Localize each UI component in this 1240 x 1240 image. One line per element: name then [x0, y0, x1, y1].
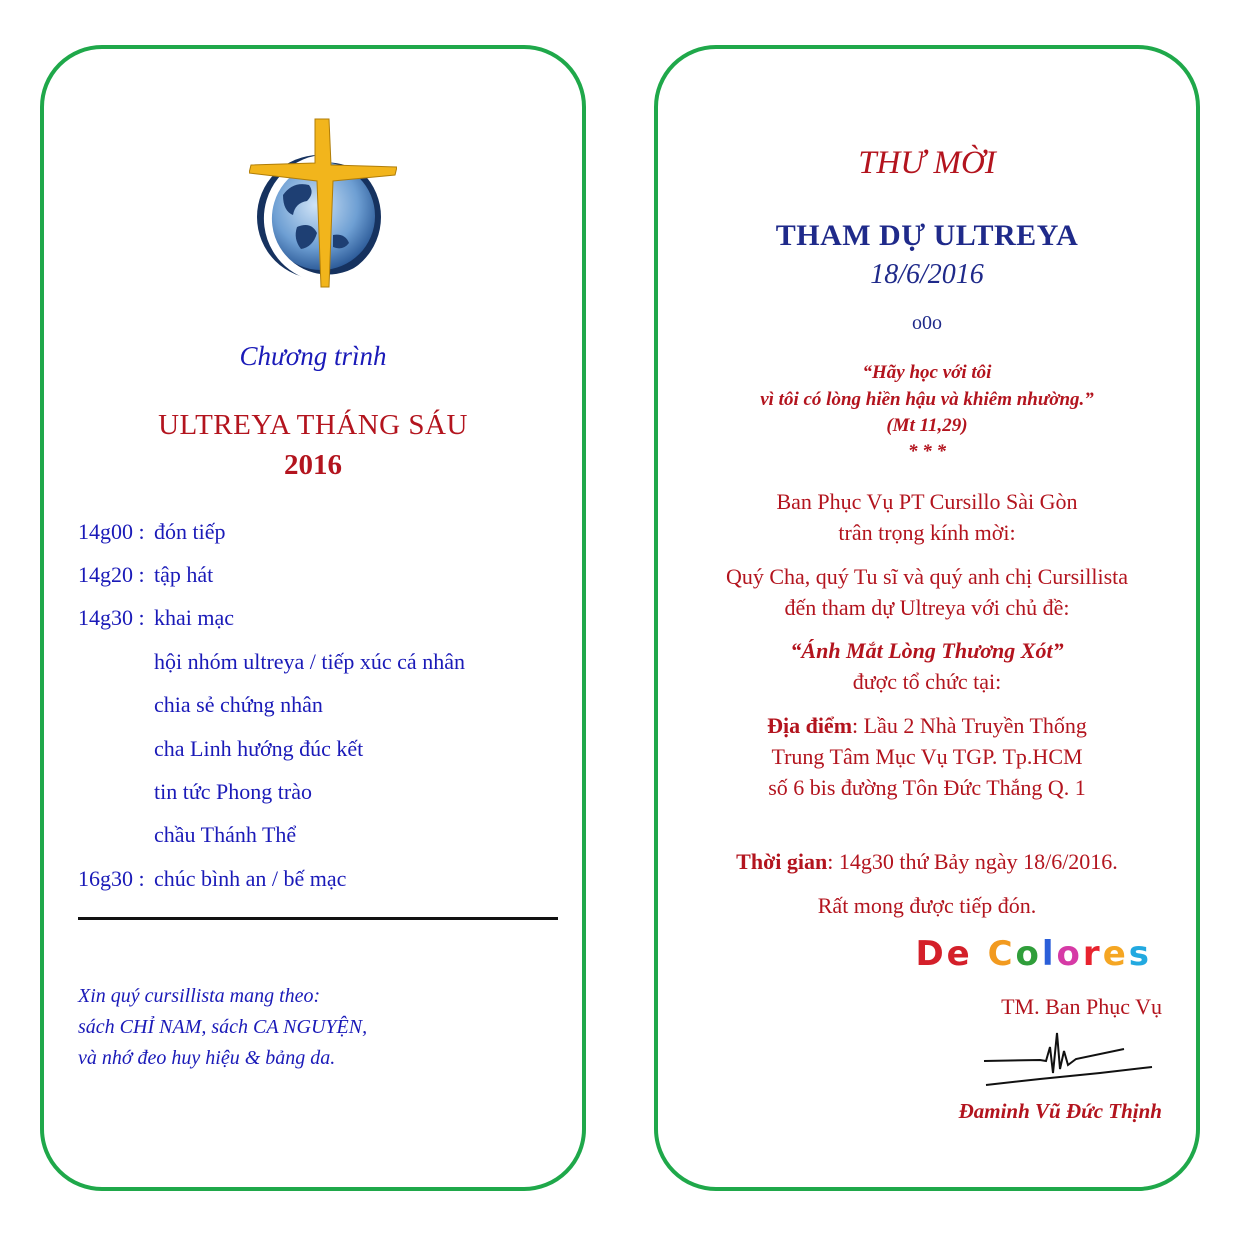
event-theme: “Ánh Mắt Lòng Thương Xót” [790, 638, 1064, 663]
de-colores-letter: o [1056, 934, 1083, 974]
program-card [40, 45, 586, 1191]
schedule-item [78, 519, 226, 545]
note-line: sách CHỈ NAM, sách CA NGUYỆN, [78, 1016, 368, 1038]
host-line: trân trọng kính mời: [838, 520, 1016, 545]
schedule-activity: đón tiếp [154, 519, 226, 544]
schedule-item [78, 736, 363, 762]
schedule-time: 16g30 : [78, 866, 145, 891]
program-year: 2016 [284, 449, 342, 481]
schedule-activity: tin tức Phong trào [154, 779, 312, 804]
location-line: Trung Tâm Mục Vụ TGP. Tp.HCM [771, 744, 1083, 769]
handwritten-signature [980, 1027, 1156, 1089]
location-label: Địa điểm [767, 713, 853, 738]
invitation-title: THƯ MỜI [858, 145, 996, 181]
de-colores-letter: C [987, 934, 1016, 974]
schedule-item [78, 822, 296, 848]
schedule-item [78, 692, 323, 718]
event-date: 18/6/2016 [870, 259, 984, 290]
guest-line: đến tham dự Ultreya với chủ đề: [784, 595, 1070, 620]
schedule-item [78, 562, 213, 588]
de-colores-letter: l [1041, 934, 1057, 974]
time-value: : 14g30 thứ Bảy ngày 18/6/2016. [827, 849, 1118, 874]
schedule-item [78, 605, 234, 631]
time-label: Thời gian [736, 849, 828, 874]
de-colores-letter: r [1082, 934, 1103, 974]
schedule-item [78, 649, 465, 675]
de-colores-letter: e [1102, 934, 1129, 974]
schedule-activity: hội nhóm ultreya / tiếp xúc cá nhân [154, 649, 465, 674]
de-colores-letter: o [1015, 934, 1042, 974]
location-value: : Lầu 2 Nhà Truyền Thống [852, 713, 1087, 738]
de-colores-letter [973, 934, 988, 974]
de-colores-letter: s [1128, 934, 1152, 974]
de-colores-letter: D [915, 934, 947, 974]
program-title: ULTREYA THÁNG SÁU [158, 409, 468, 441]
schedule-activity: khai mạc [154, 605, 235, 630]
guest-line: Quý Cha, quý Tu sĩ và quý anh chị Cursillista [725, 564, 1129, 589]
time-line [658, 849, 1196, 875]
de-colores-signature [915, 934, 1152, 974]
schedule-time: 14g00 : [78, 519, 145, 544]
signoff: TM. Ban Phục Vụ [1001, 994, 1162, 1019]
bible-quote-reference: (Mt 11,29) [886, 415, 968, 436]
bible-quote-line: “Hãy học với tôi [862, 362, 992, 383]
de-colores-letter: e [946, 934, 973, 974]
program-heading: Chương trình [239, 341, 387, 371]
cursillo-globe-cross-logo [249, 115, 397, 291]
note-line: và nhớ đeo huy hiệu & bảng da. [78, 1047, 336, 1069]
ornament: o0o [912, 312, 942, 334]
invitation-card [654, 45, 1200, 1191]
schedule-time: 14g20 : [78, 562, 145, 587]
bible-quote-separator: * * * [908, 441, 946, 462]
bible-quote-line: vì tôi có lòng hiền hậu và khiêm nhường.” [760, 389, 1094, 410]
event-title: THAM DỰ ULTREYA [775, 219, 1079, 252]
schedule-item [78, 866, 346, 892]
schedule-item [78, 779, 312, 805]
schedule-activity: chầu Thánh Thể [154, 822, 297, 847]
signer-name: Đaminh Vũ Đức Thịnh [958, 1099, 1162, 1123]
schedule-time: 14g30 : [78, 605, 145, 630]
closing-line: Rất mong được tiếp đón. [817, 893, 1037, 918]
schedule-activity: tập hát [154, 562, 214, 587]
schedule-activity: chúc bình an / bế mạc [154, 866, 347, 891]
schedule-activity: chia sẻ chứng nhân [154, 692, 323, 717]
organized-at: được tổ chức tại: [852, 669, 1002, 694]
schedule-activity: cha Linh hướng đúc kết [154, 736, 364, 761]
note-line: Xin quý cursillista mang theo: [78, 985, 321, 1007]
host-line: Ban Phục Vụ PT Cursillo Sài Gòn [776, 489, 1078, 514]
section-divider [78, 917, 558, 920]
location-line: số 6 bis đường Tôn Đức Thắng Q. 1 [768, 775, 1086, 800]
location-line [658, 713, 1196, 739]
